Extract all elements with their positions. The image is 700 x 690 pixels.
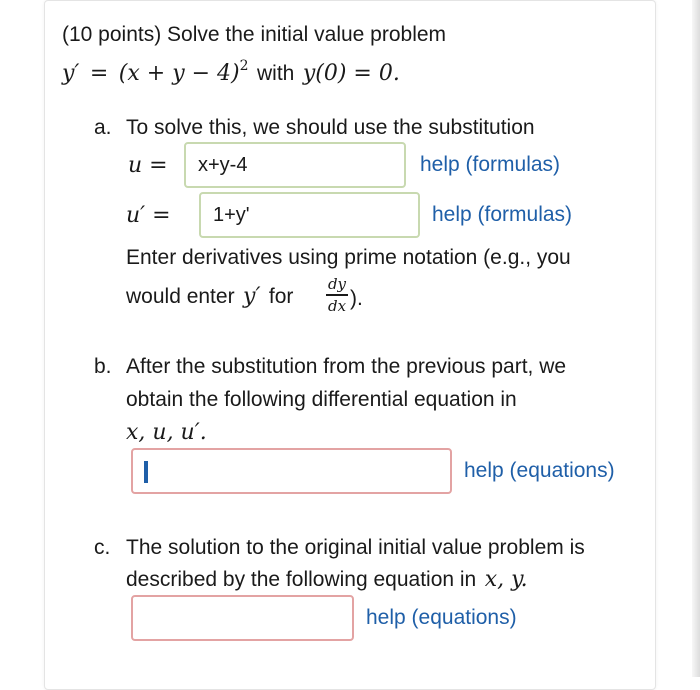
note-close: ). <box>350 287 363 310</box>
eq-equals: = <box>89 61 109 86</box>
problem-equation <box>62 58 400 87</box>
part-c-input[interactable] <box>131 595 354 641</box>
frac-numerator: dy <box>327 275 347 293</box>
note-line-1: Enter derivatives using prime notation (e.g., you <box>126 246 571 269</box>
part-c-vars: x, y. <box>484 567 528 592</box>
u-label: u = <box>128 153 168 178</box>
part-c-help-link[interactable]: help (equations) <box>366 606 517 629</box>
frac-bar <box>326 294 348 296</box>
part-a-text: To solve this, we should use the substitution <box>126 116 535 139</box>
part-c-line-1: The solution to the original initial value problem is <box>126 536 585 559</box>
uprime-label: u′ = <box>126 203 171 228</box>
part-c-marker: c. <box>94 536 111 559</box>
note-would-enter: would enter <box>126 285 235 308</box>
note-line-2 <box>126 284 293 310</box>
part-b-line-1: After the substitution from the previous part, we <box>126 355 567 378</box>
dy-dx-fraction <box>326 276 348 314</box>
note-yprime: y′ <box>243 284 261 309</box>
uprime-help-link[interactable]: help (formulas) <box>432 203 573 226</box>
uprime-input[interactable] <box>199 192 420 238</box>
part-c-line-2 <box>126 567 528 593</box>
u-help-link[interactable]: help (formulas) <box>420 153 561 176</box>
eq-rhs: (x + y − 4) <box>118 61 240 86</box>
eq-initial-condition: y(0) = 0. <box>302 61 400 86</box>
text-cursor <box>144 461 148 483</box>
part-b-help-link[interactable]: help (equations) <box>464 459 615 482</box>
part-a-marker: a. <box>94 116 112 139</box>
part-b-input[interactable] <box>131 448 452 494</box>
part-b-vars: x, u, u′. <box>126 420 207 445</box>
frac-denominator: dx <box>327 296 347 315</box>
part-b-line-2: obtain the following differential equation in <box>126 388 517 411</box>
note-for: for <box>268 285 294 308</box>
eq-power: 2 <box>239 58 249 74</box>
eq-lhs: y′ <box>62 61 80 86</box>
problem-intro: (10 points) Solve the initial value problem <box>62 23 447 46</box>
part-b-marker: b. <box>94 355 112 378</box>
part-c-described: described by the following equation in <box>126 568 477 591</box>
eq-with: with <box>257 62 295 85</box>
scroll-edge <box>692 0 700 677</box>
u-input[interactable] <box>184 142 406 188</box>
